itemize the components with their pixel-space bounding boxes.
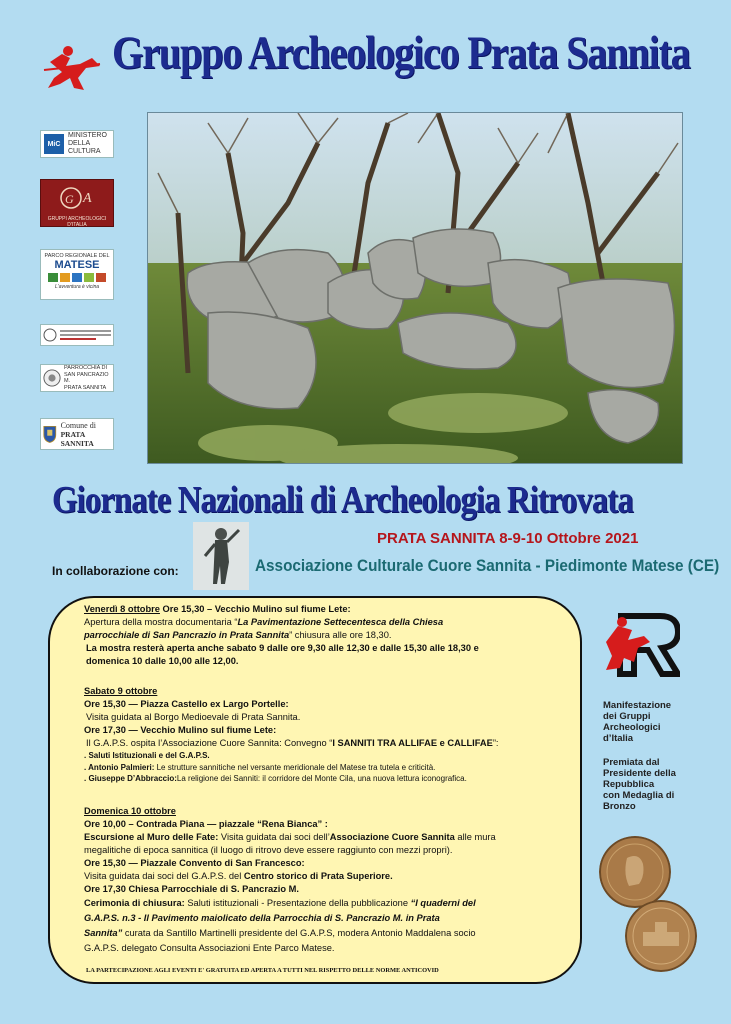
talk-title: La religione dei Sanniti: il corridore del Monte Cila, una nuova lettura iconografica. [176,774,467,783]
association-name: Associazione Culturale Cuore Sannita - Piedimonte Matese (CE) [255,556,720,575]
logo-text: PARCO REGIONALE DEL [44,253,110,259]
text: ”: [492,738,499,748]
sunday-section [84,805,554,956]
text: Manifestazione [603,700,672,711]
publication-title: “I quaderni del [410,898,476,908]
text: Premiata dal [603,757,660,768]
event-heading: Ore 17,30 Chiesa Parrocchiale di S. Pancrazio M. [84,884,299,894]
color-tiles-icon [41,273,113,282]
megalithic-wall-photo [147,112,683,464]
talk-title: Le strutture sannitiche nel versante meridionale del Matese tra tutela e criticità. [154,762,436,772]
logo-text: SAN PANCRAZIO M. [64,371,109,384]
footer-note: LA PARTECIPAZIONE AGLI EVENTI E' GRATUITA ED APERTA A TUTTI NEL RISPETTO DELLE NORME ANTICOVID [86,967,439,974]
bronze-medal-front-icon [599,836,671,908]
manifest-text [603,700,713,744]
logo-comune [40,418,114,450]
event-heading: Ore 15,30 — Piazzale Convento di San Francesco: [84,858,305,868]
logo-text: Comune di [60,420,96,430]
logo-text: L'avventura è vicina [54,284,100,290]
text: dei Gruppi [603,711,651,722]
programme-box [48,596,582,984]
mic-badge-icon: MiC [44,134,64,154]
text: d’Italia [603,733,634,744]
exhibit-title: La Pavimentazione Settecentesca della Chiesa [237,617,444,627]
event-heading: Ore 10,00 – Contrada Piana — piazzale “Rena Bianca” : [84,819,328,829]
coat-of-arms-icon [43,423,57,445]
logo-text: DELLA [68,140,91,147]
runner-logo-icon [40,44,102,94]
logo-parrocchia [40,364,114,392]
text: Repubblica [603,779,655,790]
collaboration-label: In collaborazione con: [52,564,179,578]
publication-title: Sannita” [84,928,123,938]
event-heading: Ore 15,30 – Vecchio Mulino sul fiume Lete: [159,604,351,614]
gar-logo-icon [598,612,680,678]
speaker-name: . Antonio Palmieri: [84,762,155,772]
svg-text:G: G [65,192,74,206]
text: con Medaglia di [603,790,675,801]
text: Visita guidata al Borgo Medioevale di Prata Sannita. [86,712,301,722]
friday-section [84,603,554,668]
logo-text: MATESE [54,259,100,271]
logo-text: GRUPPI ARCHEOLOGICI D'ITALIA [47,216,107,227]
page-title: Gruppo Archeologico Prata Sannita [112,27,690,79]
text: megalitiche di epoca sannitica (il luogo di ritrovo deve essere raggiunto con mezzi propri). [84,845,453,855]
statue-icon [193,522,249,590]
text: Presidente della [603,768,676,779]
day-heading: Sabato 9 ottobre [84,686,158,696]
logo-text: CULTURA [68,148,101,155]
text: alle mura [454,832,496,842]
text: Visita guidata dai soci dell’ [218,832,330,842]
text: Centro storico di Prata Superiore. [243,871,393,881]
logo-parco-matese [40,249,114,300]
event-subtitle: Giornate Nazionali di Archeologia Ritrovata [52,479,633,521]
event-date: PRATA SANNITA 8-9-10 Ottobre 2021 [377,530,639,547]
exhibit-title: parrocchiale di San Pancrazio in Prata Sannita [84,630,290,640]
logo-text: PRATA SANNITA [64,384,107,391]
logo-text: MINISTERO [68,132,107,139]
text: Escursione al Muro delle Fate: [84,832,219,842]
day-heading: Domenica 10 ottobre [84,806,176,816]
logo-museo [40,324,114,346]
event-heading: Ore 17,30 — Vecchio Mulino sul fiume Lete: [84,725,277,735]
text: Archeologici [603,722,661,733]
text: Bronzo [603,801,636,812]
text: Apertura della mostra documentaria “ [84,617,238,627]
speaker-name: . Giuseppe D’Abbraccio: [84,774,177,783]
logo-ministero-cultura [40,130,114,158]
ga-emblem-icon [41,180,114,214]
event-heading: Ore 15,30 — Piazza Castello ex Largo Portelle: [84,699,289,709]
exhibit-hours: domenica 10 dalle 10,00 alle 12,00. [86,656,239,666]
publication-title: G.A.P.S. n.3 - Il Pavimento maiolicato della Parrocchia di S. Pancrazio M. in Prata [84,913,440,923]
text: Associazione Cuore Sannita [329,832,455,842]
exhibit-hours: La mostra resterà aperta anche sabato 9 dalle ore 9,30 alle 12,30 e dalle 15,30 alle 18,30 e [86,643,479,653]
logo-text: PARROCCHIA DI [64,365,108,371]
speaker-item: . Saluti Istituzionali e del G.A.P.S. [84,751,210,760]
text: Saluti istituzionali - Presentazione della pubblicazione [184,898,411,908]
saturday-section [84,685,554,785]
logo-text: PRATA SANNITA [60,429,94,448]
text: Il G.A.P.S. ospita l’Associazione Cuore Sannita: Convegno “ [86,738,333,748]
logo-gruppi-archeologici [40,179,114,227]
text: Cerimonia di chiusura: [84,898,185,908]
text: curata da Santillo Martinelli presidente del G.A.P.S, modera Antonio Maddalena socio [122,928,476,938]
seal-icon [43,328,57,342]
seal-icon [43,368,61,388]
day-heading: Venerdì 8 ottobre [84,604,160,614]
svg-text:A: A [83,191,92,206]
text: ” chiusura alle ore 18,30. [289,630,392,640]
conference-title: I SANNITI TRA ALLIFAE e CALLIFAE [332,738,493,748]
award-text [603,757,713,812]
text: Visita guidata dai soci del G.A.P.S. del [84,871,244,881]
text: G.A.P.S. delegato Consulta Associazioni Ente Parco Matese. [84,943,335,953]
bronze-medal-back-icon [625,900,697,972]
